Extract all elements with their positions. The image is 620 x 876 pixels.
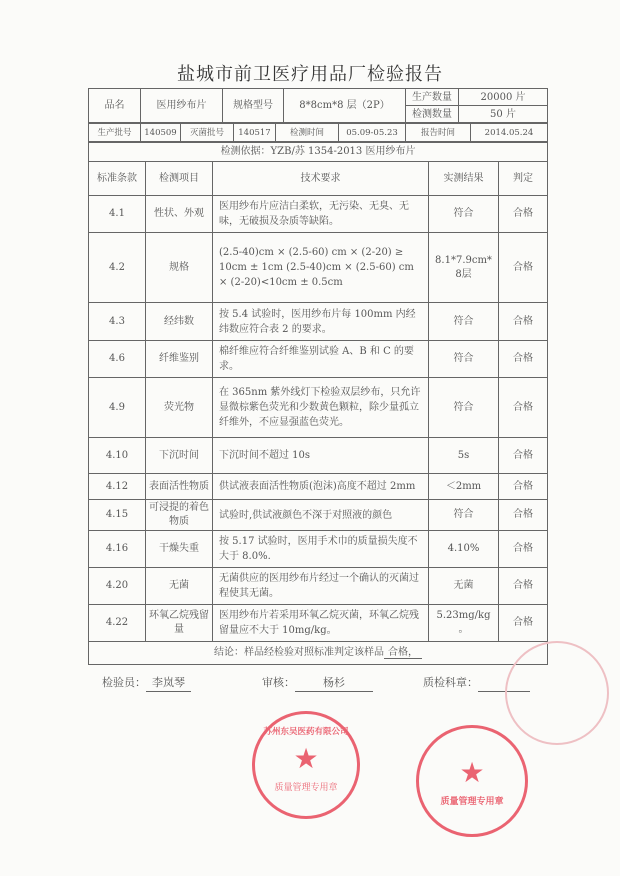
clause-cell: 4.12: [89, 474, 146, 500]
table-row: [89, 438, 548, 474]
verdict-cell: 合格: [499, 500, 548, 531]
spec-label: 规格型号: [223, 89, 284, 123]
product-name-label: 品名: [89, 89, 141, 123]
clause-cell: 4.3: [89, 303, 146, 341]
result-cell: 符合: [429, 303, 499, 341]
item-cell: 下沉时间: [146, 438, 213, 474]
col-clause: 标准条款: [89, 162, 146, 196]
result-cell: 8.1*7.9cm*8层: [429, 233, 499, 303]
verdict-cell: 合格: [499, 605, 548, 642]
faint-stamp: [505, 641, 609, 745]
col-req: 技术要求: [213, 162, 429, 196]
test-time-label: 检测时间: [276, 124, 339, 142]
item-cell: 荧光物: [146, 378, 213, 438]
inspector: [102, 675, 191, 692]
company-stamp-right: [416, 725, 528, 837]
stamp-area: [0, 701, 620, 851]
reviewer: [262, 675, 373, 692]
result-cell: 符合: [429, 341, 499, 378]
requirement-cell: (2.5-40)cm × (2.5-60) cm × (2-20) ≥ 10cm ± 1cm (2.5-40)cm × (2.5-60) cm × (2-20)<10cm ± 0.5cm: [213, 233, 429, 303]
spec-value: 8*8cm*8 层（2P）: [284, 89, 406, 123]
verdict-cell: 合格: [499, 303, 548, 341]
clause-cell: 4.10: [89, 438, 146, 474]
steril-label: 灭菌批号: [181, 124, 234, 142]
clause-cell: 4.20: [89, 568, 146, 605]
requirement-cell: 医用纱布片若采用环氧乙烷灭菌，环氧乙烷残留量应不大于 10mg/kg。: [213, 605, 429, 642]
result-cell: 符合: [429, 196, 499, 233]
conclusion: [89, 642, 548, 665]
verdict-cell: 合格: [499, 378, 548, 438]
clause-cell: 4.22: [89, 605, 146, 642]
requirement-cell: 供试液表面活性物质(泡沫)高度不超过 2mm: [213, 474, 429, 500]
inspector-name: 李岚琴: [146, 675, 191, 692]
company-stamp-left: [252, 711, 360, 819]
verdict-cell: 合格: [499, 568, 548, 605]
test-time: 05.09-05.23: [339, 124, 406, 142]
test-qty-label: 检测数量: [406, 106, 459, 123]
item-cell: 可浸提的着色物质: [146, 500, 213, 531]
verdict-cell: 合格: [499, 233, 548, 303]
prod-qty-label: 生产数量: [406, 89, 459, 106]
table-row: [89, 196, 548, 233]
clause-cell: 4.16: [89, 531, 146, 568]
item-cell: 纤维鉴别: [146, 341, 213, 378]
requirement-cell: 按 5.17 试验时，医用手术巾的质量损失度不大于 8.0%.: [213, 531, 429, 568]
table-row: [89, 568, 548, 605]
requirement-cell: 无菌供应的医用纱布片经过一个确认的灭菌过程使其无菌。: [213, 568, 429, 605]
clause-cell: 4.6: [89, 341, 146, 378]
requirement-cell: 按 5.4 试验时，医用纱布片每 100mm 内经纬数应符合表 2 的要求。: [213, 303, 429, 341]
table-row: [89, 233, 548, 303]
stamp-left-top: 苏州东吴医药有限公司: [263, 727, 349, 737]
item-cell: 经纬数: [146, 303, 213, 341]
item-cell: 环氧乙烷残留量: [146, 605, 213, 642]
report-tables: [88, 88, 547, 665]
verdict-cell: 合格: [499, 474, 548, 500]
steril-value: 140517: [234, 124, 276, 142]
basis: 检测依据：YZB/苏 1354-2013 医用纱布片: [89, 143, 548, 162]
requirement-cell: 试验时,供试液颜色不深于对照液的颜色: [213, 500, 429, 531]
product-header-table: [88, 88, 548, 123]
reviewer-name: 杨杉: [295, 675, 373, 692]
requirement-cell: 棉纤维应符合纤维鉴别试验 A、B 和 C 的要求。: [213, 341, 429, 378]
batch-label: 生产批号: [89, 124, 141, 142]
table-row: [89, 474, 548, 500]
report-title: 盐城市前卫医疗用品厂检验报告: [177, 64, 443, 85]
inspector-label: 检验员：: [102, 676, 146, 689]
table-row: [89, 378, 548, 438]
table-row: [89, 500, 548, 531]
item-cell: 表面活性物质: [146, 474, 213, 500]
result-cell: 5.23mg/kg。: [429, 605, 499, 642]
inspection-table: [88, 142, 548, 665]
star-icon: ★: [459, 756, 485, 789]
product-name: 医用纱布片: [141, 89, 223, 123]
prod-qty: 20000 片: [459, 89, 548, 106]
result-cell: 符合: [429, 500, 499, 531]
batch-value: 140509: [141, 124, 181, 142]
report-time-label: 报告时间: [406, 124, 471, 142]
item-cell: 性状、外观: [146, 196, 213, 233]
table-row: [89, 531, 548, 568]
verdict-cell: 合格: [499, 196, 548, 233]
result-cell: ＜2mm: [429, 474, 499, 500]
conclusion-value: 合格，: [384, 647, 422, 659]
table-row: [89, 303, 548, 341]
star-icon: ★: [293, 742, 319, 775]
col-item: 检测项目: [146, 162, 213, 196]
qc-label: 质检科章：: [423, 676, 478, 689]
table-row: [89, 341, 548, 378]
verdict-cell: 合格: [499, 438, 548, 474]
stamp-left-bottom: 质量管理专用章: [274, 783, 338, 793]
report-time: 2014.05.24: [471, 124, 548, 142]
table-row: [89, 605, 548, 642]
clause-cell: 4.15: [89, 500, 146, 531]
requirement-cell: 在 365nm 紫外线灯下检验双层纱布，只允许显微棕紫色荧光和少数黄色颗粒，除少量孤立纤维外，不应显强蓝色荧光。: [213, 378, 429, 438]
clause-cell: 4.1: [89, 196, 146, 233]
result-cell: 无菌: [429, 568, 499, 605]
test-qty: 50 片: [459, 106, 548, 123]
item-cell: 干燥失重: [146, 531, 213, 568]
item-cell: 无菌: [146, 568, 213, 605]
result-cell: 5s: [429, 438, 499, 474]
clause-cell: 4.2: [89, 233, 146, 303]
result-cell: 符合: [429, 378, 499, 438]
verdict-cell: 合格: [499, 341, 548, 378]
col-verdict: 判定: [499, 162, 548, 196]
verdict-cell: 合格: [499, 531, 548, 568]
result-cell: 4.10%: [429, 531, 499, 568]
batch-table: [88, 123, 548, 142]
reviewer-label: 审核：: [262, 676, 295, 689]
requirement-cell: 下沉时间不超过 10s: [213, 438, 429, 474]
conclusion-text: 结论：样品经检验对照标准判定该样品: [214, 647, 385, 658]
clause-cell: 4.9: [89, 378, 146, 438]
col-result: 实测结果: [429, 162, 499, 196]
item-cell: 规格: [146, 233, 213, 303]
requirement-cell: 医用纱布片应洁白柔软，无污染、无臭、无味，无破损及杂质等缺陷。: [213, 196, 429, 233]
stamp-right-bottom: 质量管理专用章: [440, 797, 504, 807]
